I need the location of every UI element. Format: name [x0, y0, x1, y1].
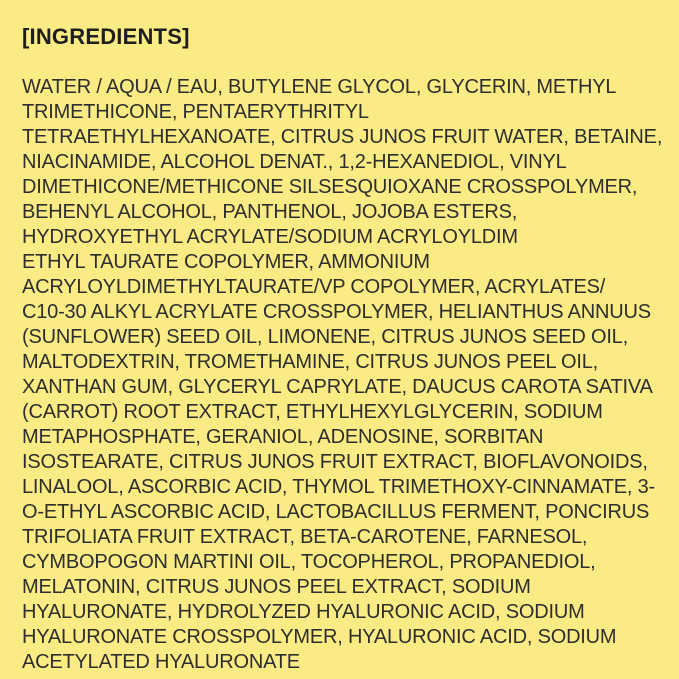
- ingredient-line: ETHYL TAURATE COPOLYMER, AMMONIUM: [22, 251, 430, 273]
- ingredients-heading: [INGREDIENTS]: [22, 24, 190, 49]
- ingredient-line: O-ETHYL ASCORBIC ACID, LACTOBACILLUS FERMENT, PONCIRUS: [22, 501, 650, 523]
- ingredient-line: BEHENYL ALCOHOL, PANTHENOL, JOJOBA ESTERS,: [22, 201, 518, 223]
- ingredient-line: ACETYLATED HYALURONATE: [22, 651, 300, 673]
- ingredient-line: (SUNFLOWER) SEED OIL, LIMONENE, CITRUS JUNOS SEED OIL,: [22, 326, 628, 348]
- ingredient-line: TRIMETHICONE, PENTAERYTHRITYL: [22, 101, 369, 123]
- ingredient-line: (CARROT) ROOT EXTRACT, ETHYLHEXYLGLYCERIN, SODIUM: [22, 401, 603, 423]
- ingredient-line: DIMETHICONE/METHICONE SILSESQUIOXANE CROSSPOLYMER,: [22, 176, 638, 198]
- ingredient-line: C10-30 ALKYL ACRYLATE CROSSPOLYMER, HELIANTHUS ANNUUS: [22, 301, 651, 323]
- ingredient-line: TETRAETHYLHEXANOATE, CITRUS JUNOS FRUIT WATER, BETAINE,: [22, 126, 663, 148]
- ingredient-line: NIACINAMIDE, ALCOHOL DENAT., 1,2-HEXANEDIOL, VINYL: [22, 151, 567, 173]
- ingredient-line: MALTODEXTRIN, TROMETHAMINE, CITRUS JUNOS PEEL OIL,: [22, 351, 599, 373]
- ingredient-line: HYALURONATE CROSSPOLYMER, HYALURONIC ACID, SODIUM: [22, 626, 617, 648]
- ingredient-line: XANTHAN GUM, GLYCERYL CAPRYLATE, DAUCUS CAROTA SATIVA: [22, 376, 653, 398]
- ingredient-line: ISOSTEARATE, CITRUS JUNOS FRUIT EXTRACT, BIOFLAVONOIDS,: [22, 451, 648, 473]
- ingredient-line: METAPHOSPHATE, GERANIOL, ADENOSINE, SORBITAN: [22, 426, 544, 448]
- ingredient-line: HYDROXYETHYL ACRYLATE/SODIUM ACRYLOYLDIM: [22, 226, 518, 248]
- ingredient-line: CYMBOPOGON MARTINI OIL, TOCOPHEROL, PROPANEDIOL,: [22, 551, 596, 573]
- ingredients-text: [22, 75, 661, 675]
- ingredient-line: LINALOOL, ASCORBIC ACID, THYMOL TRIMETHOXY-CINNAMATE, 3-: [22, 476, 656, 498]
- ingredient-line: TRIFOLIATA FRUIT EXTRACT, BETA-CAROTENE, FARNESOL,: [22, 526, 588, 548]
- ingredient-line: MELATONIN, CITRUS JUNOS PEEL EXTRACT, SODIUM: [22, 576, 531, 598]
- ingredient-line: WATER / AQUA / EAU, BUTYLENE GLYCOL, GLYCERIN, METHYL: [22, 76, 617, 98]
- ingredient-line: HYALURONATE, HYDROLYZED HYALURONIC ACID, SODIUM: [22, 601, 585, 623]
- ingredient-line: ACRYLOYLDIMETHYLTAURATE/VP COPOLYMER, ACRYLATES/: [22, 276, 606, 298]
